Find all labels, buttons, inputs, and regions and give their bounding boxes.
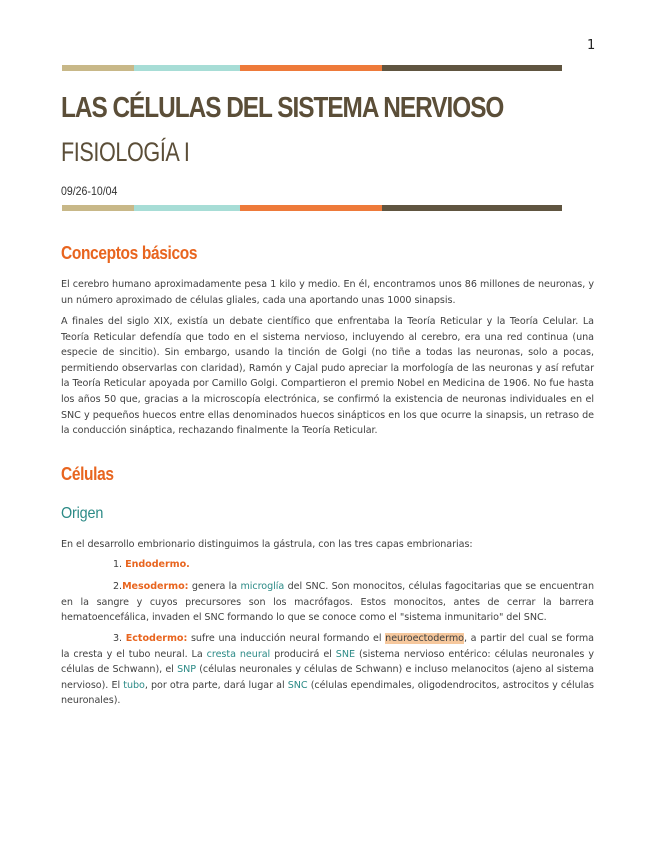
text: , a partir del cual se forma la cresta y el tubo neural. La: [61, 633, 595, 660]
text: sufre una inducción neural formando el: [187, 633, 386, 644]
document-subtitle: FISIOLOGÍA I: [61, 137, 190, 167]
term-ectodermo: Ectodermo:: [125, 633, 188, 644]
list-item-endodermo: [61, 557, 594, 573]
list-item-ectodermo: [61, 631, 594, 709]
text: genera la: [188, 581, 241, 592]
list-number: 3.: [113, 633, 123, 644]
top-color-bar: [62, 65, 562, 71]
heading-origen: Origen: [61, 505, 104, 522]
list-item-mesodermo: [61, 579, 594, 626]
paragraph-teoria-reticular: A finales del siglo XIX, existía un debate científico que enfrentaba la Teoría Reticular y la Teoría Celular. La Teoría Reticular defendía que todo en el sistema nervioso, incluyendo al cerebro, era una red continua (una especie de sincitio). Sin embargo, usando la tinción de Golgi (no tiñe a todas las neuronas, solo a pocas, permitiendo observarlas con claridad), Ramón y Cajal pudo apreciar la morfología de las neuronas y así refutar la Teoría Reticular apoyada por Camillo Golgi. Compartieron el premio Nobel en Medicina de 1906. No fue hasta los años 50 que, gracias a la microscopía electrónica, se confirmó la existencia de neuronas individuales en el SNC y pequeños huecos entre ellas denominados huecos sinápticos en los que ocurre la sinapsis, un retraso de la conducción sináptica, rechazando finalmente la Teoría Reticular.: [61, 316, 594, 437]
term-endodermo: Endodermo.: [125, 559, 190, 570]
text: producirá el: [270, 648, 336, 660]
date-range: 09/26-10/04: [61, 184, 118, 198]
text: (células ependimales, oligodendrocitos, astrocitos y células neuronales).: [61, 679, 594, 707]
keyword-neuroectodermo: neuroectodermo: [385, 633, 464, 644]
list-number: 1.: [113, 559, 123, 570]
document-title: LAS CÉLULAS DEL SISTEMA NERVIOSO: [61, 92, 504, 124]
text: , por otra parte, dará lugar al: [144, 679, 288, 691]
keyword-tubo: tubo: [123, 679, 145, 691]
page-number: 1: [587, 38, 596, 53]
keyword-cresta-neural: cresta neural: [206, 648, 271, 660]
text: (sistema nervioso entérico: células neuronales y células de Schwann), el: [61, 648, 594, 676]
keyword-microglia: microglía: [240, 581, 285, 592]
term-mesodermo: Mesodermo:: [122, 581, 189, 592]
text: del SNC. Son monocitos, células fagocitarias que se encuentran en la sangre y cuyos precursores son los macrófagos. Estos monocitos, antes de cerrar la barrera hematoencefálica, invaden el SNC formando lo que se conoce como el "sistema inmunitario" del SNC.: [61, 581, 594, 624]
keyword-sne: SNE: [335, 648, 355, 660]
heading-conceptos-basicos: Conceptos básicos: [61, 243, 198, 263]
text: (células neuronales y células de Schwann) e incluso melanocitos (ajeno al sistema nervioso). El: [61, 664, 594, 691]
paragraph-cerebro: El cerebro humano aproximadamente pesa 1 kilo y medio. En él, encontramos unos 86 millones de neuronas, y un número aproximado de células gliales, cada una aportando unas 1000 sinapsis.: [61, 279, 594, 306]
keyword-snp: SNP: [177, 664, 196, 676]
bottom-color-bar: [62, 205, 562, 211]
keyword-snc: SNC: [287, 679, 308, 691]
heading-celulas: Células: [61, 464, 114, 484]
list-number: 2.: [113, 581, 123, 592]
paragraph-intro-gastrula: En el desarrollo embrionario distinguimos la gástrula, con las tres capas embrionarias:: [61, 539, 473, 550]
